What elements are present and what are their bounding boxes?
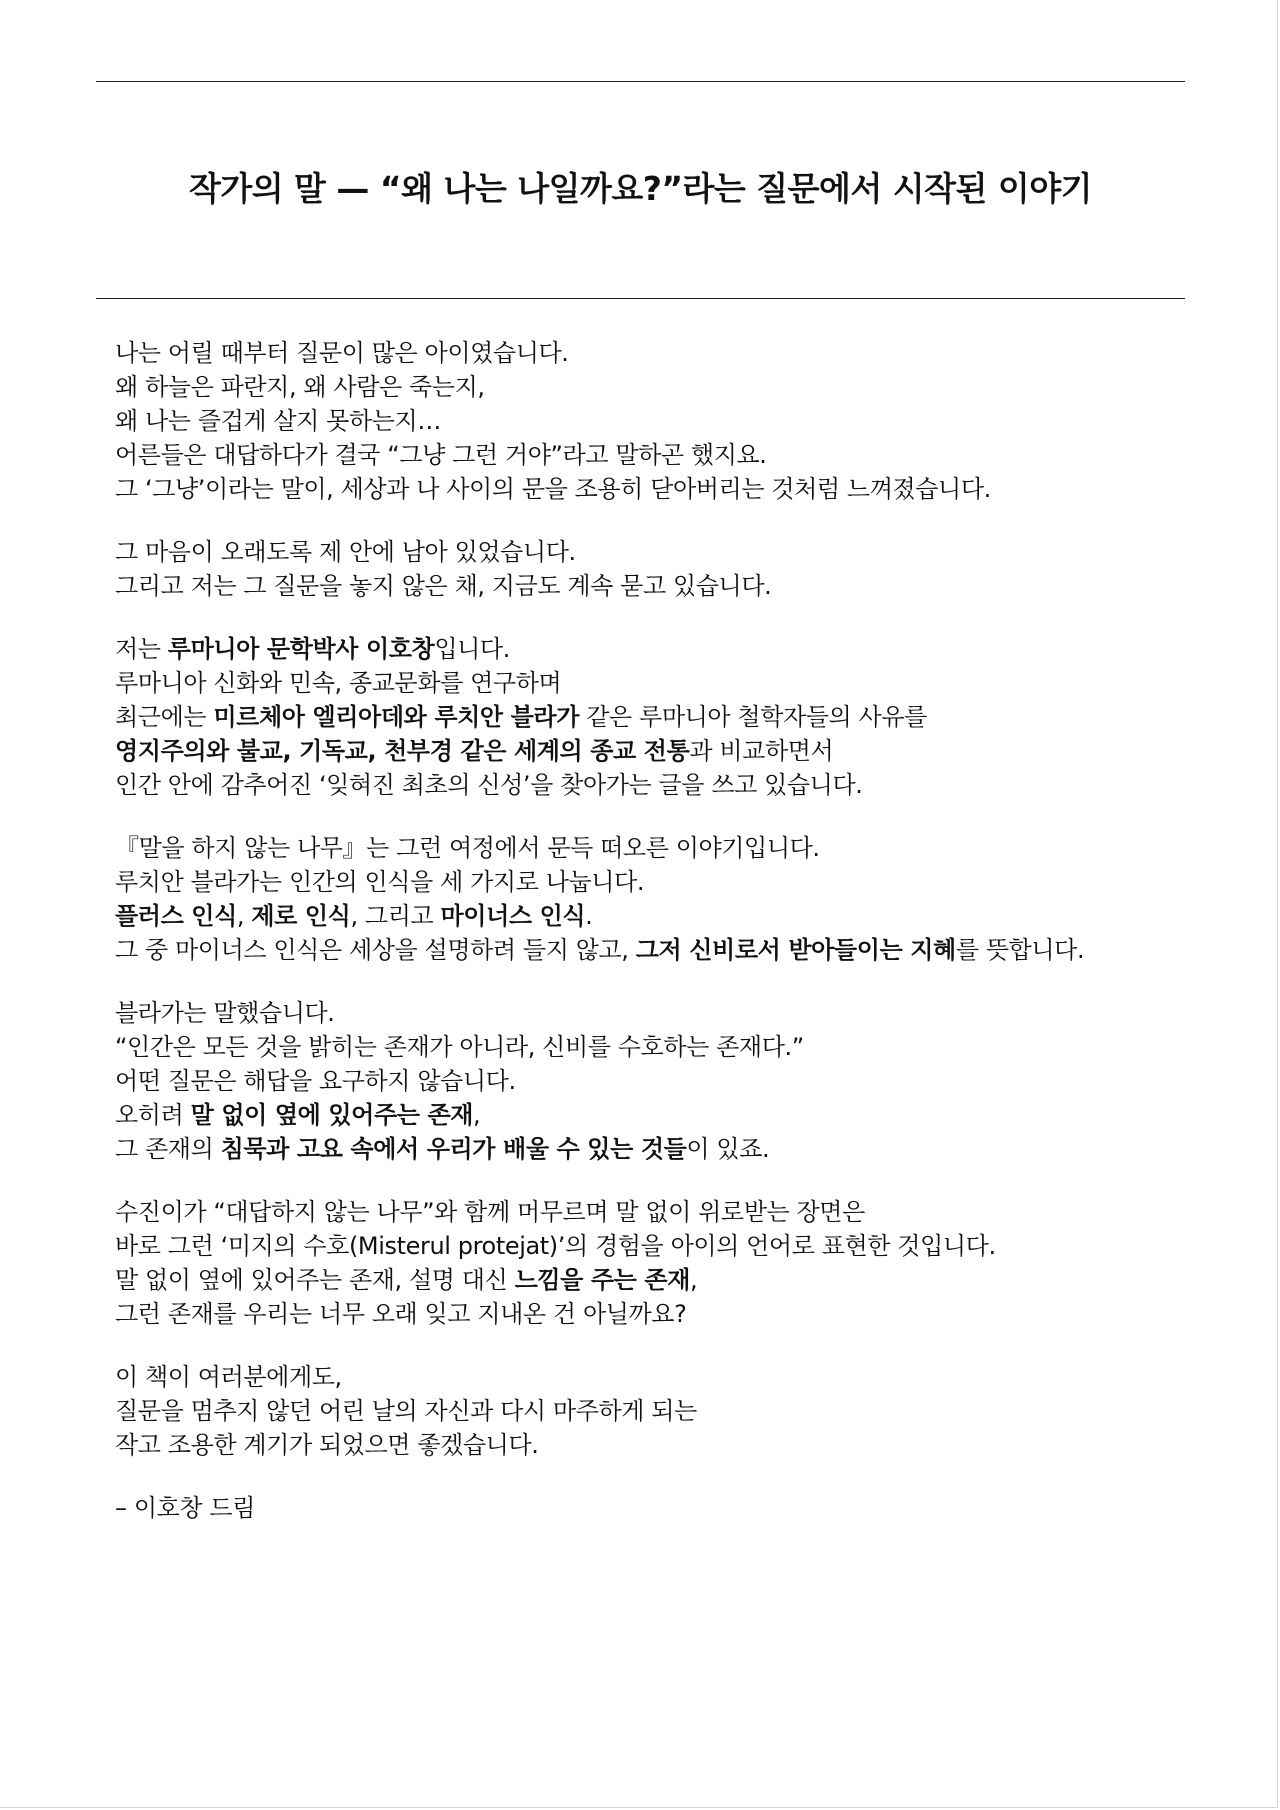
text-line — [115, 1132, 1165, 1166]
bold-text: 플러스 인식 — [115, 902, 237, 930]
text-segment: 『말을 하지 않는 나무』는 그런 여정에서 문득 떠오른 이야기입니다. — [115, 834, 820, 862]
text-segment: 입니다. — [434, 635, 510, 663]
text-segment: 그 중 마이너스 인식은 세상을 설명하려 들지 않고, — [115, 936, 636, 964]
text-segment: 루마니아 신화와 민속, 종교문화를 연구하며 — [115, 669, 562, 697]
text-line — [115, 666, 1165, 700]
text-line — [115, 1098, 1165, 1132]
paragraph — [115, 632, 1165, 802]
text-line — [115, 899, 1165, 933]
text-line — [115, 1491, 1165, 1525]
text-line — [115, 370, 1165, 404]
text-segment: 질문을 멈추지 않던 어린 날의 자신과 다시 마주하게 되는 — [115, 1397, 697, 1425]
text-segment: 최근에는 — [115, 703, 214, 731]
text-line — [115, 535, 1165, 569]
text-line — [115, 438, 1165, 472]
text-segment: 그 ‘그냥’이라는 말이, 세상과 나 사이의 문을 조용히 닫아버리는 것처럼 느껴졌습니다. — [115, 475, 991, 503]
top-divider — [96, 81, 1185, 82]
paragraph — [115, 996, 1165, 1166]
text-segment: 그 마음이 오래도록 제 안에 남아 있었습니다. — [115, 538, 576, 566]
text-segment: , — [473, 1101, 481, 1129]
text-segment: – 이호창 드림 — [115, 1494, 255, 1522]
text-line — [115, 831, 1165, 865]
text-line — [115, 933, 1165, 967]
text-line — [115, 1394, 1165, 1428]
text-line — [115, 1064, 1165, 1098]
text-line — [115, 1195, 1165, 1229]
text-segment: 왜 나는 즐겁게 살지 못하는지… — [115, 407, 441, 435]
paragraph — [115, 831, 1165, 967]
text-line — [115, 768, 1165, 802]
text-segment: 그 존재의 — [115, 1135, 221, 1163]
text-line — [115, 472, 1165, 506]
text-segment: 오히려 — [115, 1101, 191, 1129]
text-segment: 말 없이 옆에 있어주는 존재, 설명 대신 — [115, 1266, 515, 1294]
text-segment: 작고 조용한 계기가 되었으면 좋겠습니다. — [115, 1431, 539, 1459]
text-line — [115, 404, 1165, 438]
text-segment: 저는 — [115, 635, 168, 663]
text-line — [115, 1428, 1165, 1462]
text-line — [115, 632, 1165, 666]
text-segment: 그리고 저는 그 질문을 놓지 않은 채, 지금도 계속 묻고 있습니다. — [115, 572, 772, 600]
text-segment: 수진이가 “대답하지 않는 나무”와 함께 머무르며 말 없이 위로받는 장면은 — [115, 1198, 865, 1226]
text-line — [115, 1030, 1165, 1064]
text-segment: , — [690, 1266, 698, 1294]
page-title: 작가의 말 — “왜 나는 나일까요?”라는 질문에서 시작된 이야기 — [188, 169, 1093, 208]
text-segment: , 그리고 — [350, 902, 441, 930]
paragraph — [115, 1360, 1165, 1462]
text-line — [115, 1297, 1165, 1331]
text-segment: 바로 그런 ‘미지의 수호(Misterul protejat)’의 경험을 아이의 언어로 표현한 것입니다. — [115, 1232, 996, 1260]
text-segment: 블라가는 말했습니다. — [115, 999, 335, 1027]
bold-text: 제로 인식 — [251, 902, 351, 930]
text-segment: “인간은 모든 것을 밝히는 존재가 아니라, 신비를 수호하는 존재다.” — [115, 1033, 804, 1061]
text-segment: 왜 하늘은 파란지, 왜 사람은 죽는지, — [115, 373, 485, 401]
text-segment: 나는 어릴 때부터 질문이 많은 아이였습니다. — [115, 339, 569, 367]
text-line — [115, 996, 1165, 1030]
text-segment: 어른들은 대답하다가 결국 “그냥 그런 거야”라고 말하곤 했지요. — [115, 441, 767, 469]
bold-text: 마이너스 인식 — [440, 902, 586, 930]
text-segment: 어떤 질문은 해답을 요구하지 않습니다. — [115, 1067, 516, 1095]
text-segment: 이 책이 여러분에게도, — [115, 1363, 342, 1391]
signature — [115, 1491, 1165, 1525]
bold-text: 그저 신비로서 받아들이는 지혜 — [635, 936, 956, 964]
body-text — [115, 336, 1165, 1554]
text-segment: 그런 존재를 우리는 너무 오래 잊고 지내온 건 아닐까요? — [115, 1300, 687, 1328]
paragraph — [115, 336, 1165, 506]
text-line — [115, 1360, 1165, 1394]
bold-text: 영지주의와 불교, 기독교, 천부경 같은 세계의 종교 전통 — [115, 737, 690, 765]
text-segment: 루치안 블라가는 인간의 인식을 세 가지로 나눕니다. — [115, 868, 645, 896]
text-line — [115, 569, 1165, 603]
bold-text: 말 없이 옆에 있어주는 존재 — [190, 1101, 474, 1129]
text-segment: . — [585, 902, 593, 930]
text-segment: 과 비교하면서 — [689, 737, 834, 765]
text-line — [115, 336, 1165, 370]
text-segment: 인간 안에 감추어진 ‘잊혀진 최초의 신성’을 찾아가는 글을 쓰고 있습니다. — [115, 771, 863, 799]
bold-text: 침묵과 고요 속에서 우리가 배울 수 있는 것들 — [220, 1135, 687, 1163]
bold-text: 느낌을 주는 존재 — [514, 1266, 690, 1294]
text-line — [115, 1229, 1165, 1263]
text-segment: 이 있죠. — [686, 1135, 770, 1163]
title-divider — [96, 298, 1185, 299]
text-line — [115, 1263, 1165, 1297]
paragraph — [115, 535, 1165, 603]
text-segment: 를 뜻합니다. — [955, 936, 1085, 964]
bold-text: 루마니아 문학박사 이호창 — [167, 635, 435, 663]
text-segment: , — [236, 902, 252, 930]
text-line — [115, 865, 1165, 899]
text-line — [115, 700, 1165, 734]
text-line — [115, 734, 1165, 768]
text-segment: 같은 루마니아 철학자들의 사유를 — [579, 703, 927, 731]
bold-text: 미르체아 엘리아데와 루치안 블라가 — [213, 703, 580, 731]
paragraph — [115, 1195, 1165, 1331]
